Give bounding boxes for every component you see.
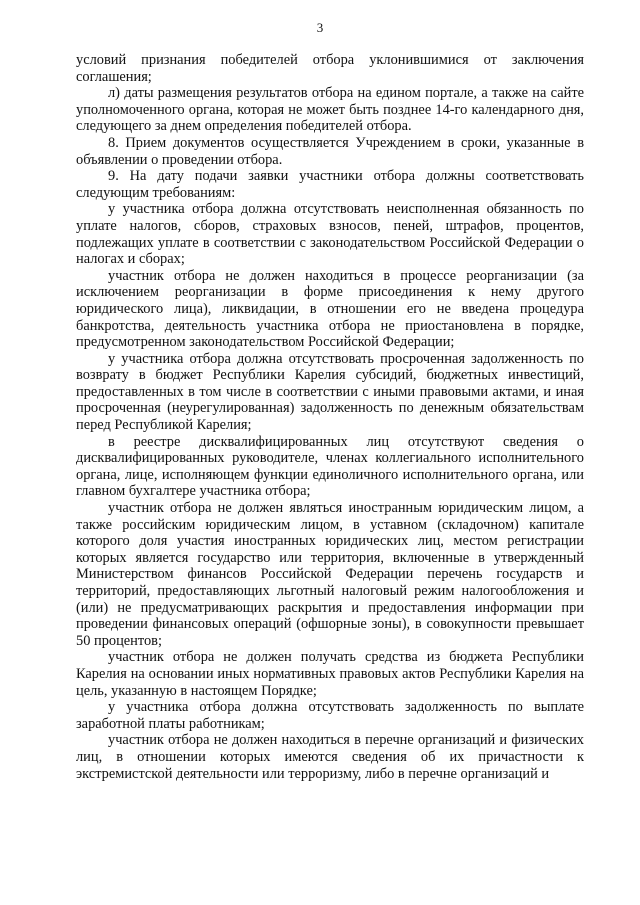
paragraph: участник отбора не должен получать средства из бюджета Республики Карелия на основании иных нормативных правовых актов Республики Карелия на цель, указанную в настоящем Порядке; [76, 649, 584, 699]
paragraph: у участника отбора должна отсутствовать просроченная задолженность по возврату в бюджет Республики Карелия субсидий, бюджетных инвестиций, предоставленных в том числе в соответствии с иными правовыми актами, и иная просроченная (неурегулированная) задолженность по денежным обязательствам перед Республикой Карелия; [76, 350, 584, 434]
paragraph: в реестре дисквалифицированных лиц отсутствуют сведения о дисквалифицированных руководителе, членах коллегиального исполнительного органа, лице, исполняющем функции единоличного исполнительного органа, или главном бухгалтере участника отбора; [76, 433, 584, 500]
paragraph: участник отбора не должен находиться в перечне организаций и физических лиц, в отношении которых имеются сведения об их причастности к экстремистской деятельности или терроризму, либо в перечне организаций и [76, 732, 584, 782]
paragraph: л) даты размещения результатов отбора на едином портале, а также на сайте уполномоченного органа, которая не может быть позднее 14-го календарного дня, следующего за днем определения победителей отбора. [76, 85, 584, 135]
paragraph: 8. Прием документов осуществляется Учреждением в сроки, указанные в объявлении о проведении отбора. [76, 134, 584, 168]
paragraph: участник отбора не должен являться иностранным юридическим лицом, а также российским юридическим лицом, в уставном (складочном) капитале которого доля участия иностранных юридических лиц, местом регистрации которых является государство или территория, включенные в утвержденный Министерством финансов Российской Федерации перечень государств и территорий, предоставляющих льготный налоговый режим налогообложения и (или) не предусматривающих раскрытия и предоставления информации при проведении финансовых операций (офшорные зоны), в совокупности превышает 50 процентов; [76, 500, 584, 649]
paragraph: у участника отбора должна отсутствовать задолженность по выплате заработной платы работникам; [76, 699, 584, 732]
paragraph: 9. На дату подачи заявки участники отбора должны соответствовать следующим требованиям: [76, 168, 584, 201]
page-number: 3 [316, 20, 324, 35]
paragraph: условий признания победителей отбора уклонившимися от заключения соглашения; [76, 52, 584, 85]
paragraph: участник отбора не должен находиться в процессе реорганизации (за исключением реорганизации в форме присоединения к нему другого юридического лица), ликвидации, в отношении его не введена процедура банкротства, деятельность участника отбора не приостановлена в порядке, предусмотренном законодательством Российской Федерации; [76, 267, 584, 351]
document-body [76, 52, 584, 782]
paragraph: у участника отбора должна отсутствовать неисполненная обязанность по уплате налогов, сборов, страховых взносов, пеней, штрафов, процентов, подлежащих уплате в соответствии с законодательством Российской Федерации о налогах и сборах; [76, 201, 584, 268]
